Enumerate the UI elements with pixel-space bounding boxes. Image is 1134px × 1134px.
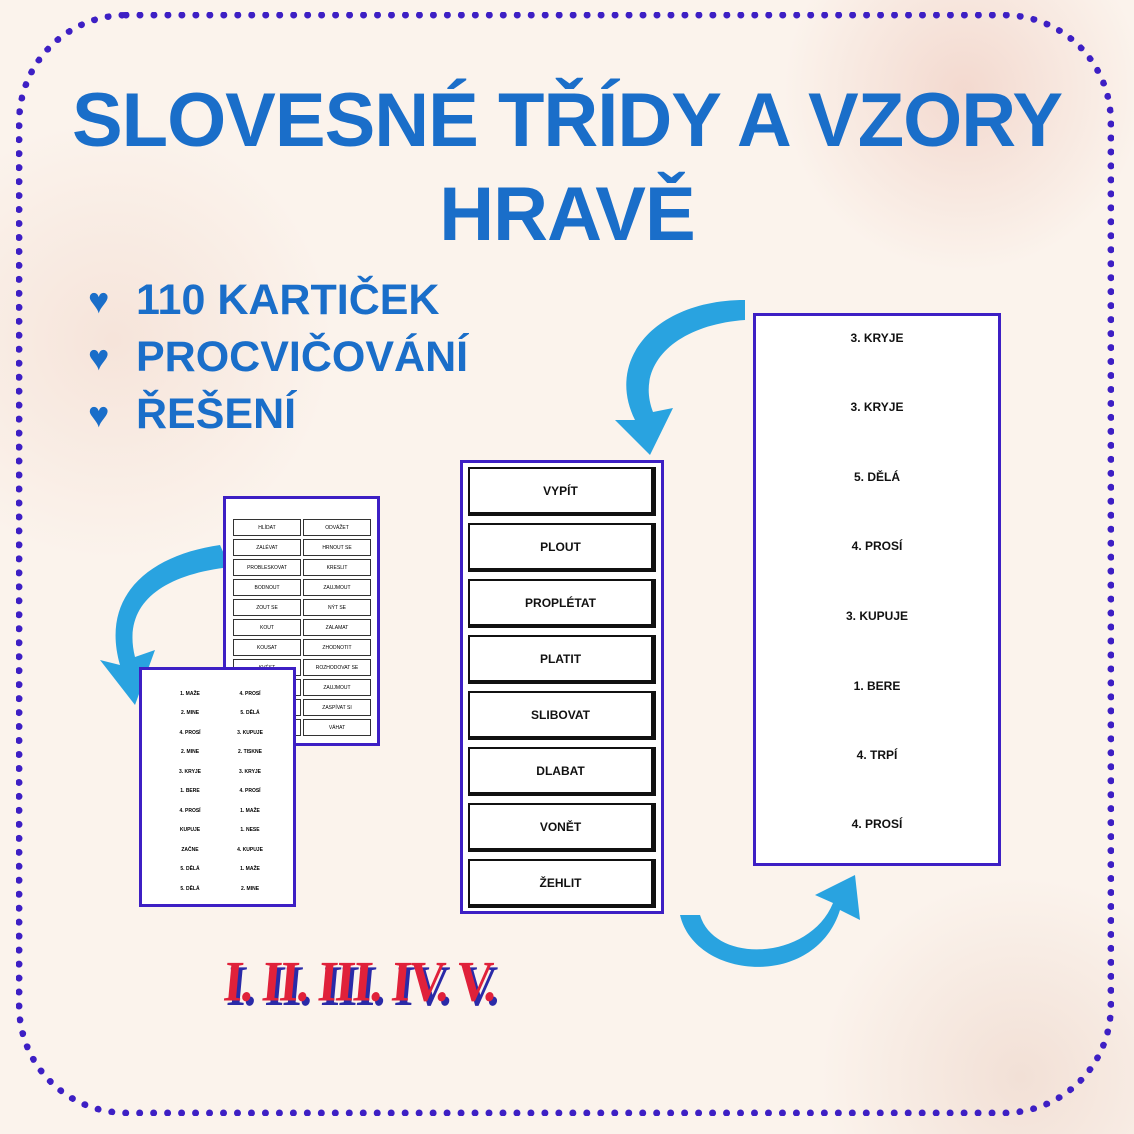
mini-answer: 3. KRYJE — [238, 768, 262, 775]
mini-card: PROBLESKOVAT — [233, 559, 301, 576]
feature-text: 110 KARTIČEK — [136, 276, 440, 324]
mini-card: NÝT SE — [303, 599, 371, 616]
verb-card: PLOUT — [468, 523, 656, 572]
heart-icon: ♥ — [88, 336, 110, 378]
mini-card: HRNOUT SE — [303, 539, 371, 556]
mini-card: ODVÁŽET — [303, 519, 371, 536]
verb-card: PLATIT — [468, 635, 656, 684]
mini-answer: 5. DĚLÁ — [240, 710, 260, 717]
feature-item — [88, 272, 468, 329]
answer-item: 5. DĚLÁ — [853, 470, 900, 484]
mini-card: KOUSAT — [233, 639, 301, 656]
answer-item: 4. TRPÍ — [856, 748, 898, 762]
answer-item: 3. KRYJE — [850, 331, 904, 345]
mini-card: ZALAMAT — [303, 619, 371, 636]
mini-card: HLÍDAT — [233, 519, 301, 536]
mini-answer: 3. KRYJE — [178, 768, 202, 775]
roman-numerals: I. II. III. IV. V. — [221, 948, 499, 1014]
answer-item: 4. PROSÍ — [851, 539, 903, 553]
mini-answer: ZAČNE — [181, 846, 199, 853]
verb-card: VONĚT — [468, 803, 656, 852]
mini-answer: 4. PROSÍ — [239, 690, 261, 697]
mini-answer: 2. MINE — [240, 885, 260, 892]
mini-card: ZAUJMOUT — [303, 579, 371, 596]
answer-item: 1. BERE — [853, 679, 901, 693]
mini-card: VÁHAT — [303, 719, 371, 736]
answer-item: 4. PROSÍ — [851, 817, 903, 831]
mini-card: ZALÉVAT — [233, 539, 301, 556]
feature-item — [88, 386, 468, 443]
mini-answer: 1. BERE — [180, 788, 200, 795]
mini-card: KRESLIT — [303, 559, 371, 576]
curved-arrow-icon — [675, 870, 875, 990]
mini-answer-grid — [160, 684, 280, 899]
mini-card: ZHODNOTIT — [303, 639, 371, 656]
mini-answer: 3. KUPUJE — [237, 729, 263, 736]
mini-card: ZOUT SE — [233, 599, 301, 616]
heart-icon: ♥ — [88, 279, 110, 321]
title-line-1: SLOVESNÉ TŘÍDY A VZORY — [71, 78, 1063, 163]
heart-icon: ♥ — [88, 393, 110, 435]
verb-card: SLIBOVAT — [468, 691, 656, 740]
mini-card: BODNOUT — [233, 579, 301, 596]
answers-column — [753, 313, 1001, 866]
mini-card: KOUT — [233, 619, 301, 636]
mini-answer: 4. PROSÍ — [179, 807, 201, 814]
verb-card: VYPÍT — [468, 467, 656, 516]
verb-card: PROPLÉTAT — [468, 579, 656, 628]
mini-answer: 2. MINE — [180, 710, 200, 717]
verb-card: DLABAT — [468, 747, 656, 796]
answer-item: 3. KUPUJE — [845, 609, 909, 623]
mini-card: ZASPÍVAT SI — [303, 699, 371, 716]
answer-item: 3. KRYJE — [850, 400, 904, 414]
mini-answer: 1. MAŽE — [240, 807, 260, 814]
feature-list — [88, 272, 468, 443]
verb-cards-column — [460, 460, 664, 914]
mini-answer: KUPUJE — [179, 827, 201, 834]
mini-card: ROZHODOVAT SE — [303, 659, 371, 676]
curved-arrow-icon — [595, 290, 765, 460]
mini-answer: 4. PROSÍ — [179, 729, 201, 736]
feature-text: PROCVIČOVÁNÍ — [136, 333, 469, 381]
mini-answer: 1. MAŽE — [240, 866, 260, 873]
mini-card: ZAUJMOUT — [303, 679, 371, 696]
feature-item — [88, 329, 468, 386]
answer-sheet-preview — [139, 667, 296, 907]
mini-answer: 5. DĚLÁ — [180, 866, 200, 873]
feature-text: ŘEŠENÍ — [136, 390, 297, 438]
mini-answer: 5. DĚLÁ — [180, 885, 200, 892]
mini-answer: 1. MAŽE — [180, 690, 200, 697]
verb-card: ŽEHLIT — [468, 859, 656, 908]
mini-answer: 1. NESE — [240, 827, 260, 834]
title-line-2: HRAVĚ — [439, 172, 695, 257]
mini-answer: 4. KUPUJE — [237, 846, 263, 853]
mini-answer: 2. TISKNE — [238, 749, 262, 756]
mini-answer: 2. MINE — [180, 749, 200, 756]
mini-answer: 4. PROSÍ — [239, 788, 261, 795]
